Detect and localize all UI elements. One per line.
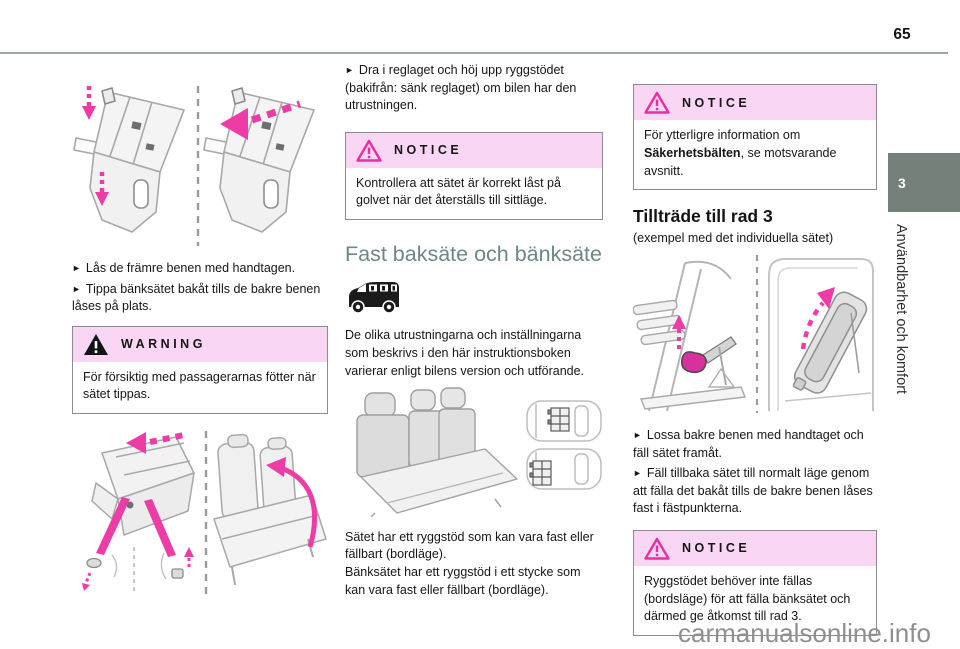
notice-box-header (346, 133, 602, 168)
middle-body (345, 529, 603, 600)
warning-text: För försiktig med passagerarnas fötter när sätet tippas. (83, 369, 316, 402)
chapter-title-vertical: Användbarhet och komfort (893, 224, 909, 395)
step-bullet-icon: ► (633, 468, 642, 479)
notice-triangle-icon (644, 537, 670, 560)
step-text: Lås de främre benen med handtagen. (85, 261, 296, 275)
availability-note: De olika utrustningarna och inställningarna som beskrivs i den här instruktionsboken varierar enligt bilens version och utförande. (345, 328, 585, 378)
step-bullet-icon: ► (72, 283, 81, 294)
instruction-step (72, 260, 328, 278)
notice-text-suffix: , se motsvarande avsnitt. (644, 145, 837, 178)
left-steps (72, 260, 328, 316)
figure-bench-leg-locking (72, 80, 328, 252)
chapter-tab-number: 3 (898, 174, 906, 191)
left-column (72, 60, 328, 599)
notice-box-seatbelts (633, 84, 877, 190)
warning-box-header (73, 327, 327, 362)
step-bullet-icon: ► (633, 430, 642, 441)
step-bullet-icon: ► (345, 65, 354, 75)
section-subtitle: (exempel med det individuella sätet) (633, 231, 834, 246)
right-steps (633, 427, 877, 518)
section-title-row3-access: Tillträde till rad 3 (633, 206, 773, 227)
section-title-fixed-bench: Fast baksäte och bänksäte (345, 242, 602, 266)
notice-box-header (634, 85, 876, 120)
step-text: Fäll tillbaka sätet till normalt läge genom att fälla det bakåt tills de bakre benen låses fast i fästpunkterna. (633, 466, 873, 516)
step-text: Lossa bakre benen med handtaget och fäll sätet framåt. (633, 428, 864, 460)
warning-label: WARNING (121, 337, 206, 351)
notice-text (634, 120, 876, 189)
right-column (633, 60, 877, 636)
notice-label: NOTICE (682, 95, 751, 110)
instruction-step (633, 427, 877, 462)
instruction-step (72, 281, 328, 316)
notice-box-header (634, 531, 876, 566)
notice-text: Kontrollera att sätet är korrekt låst på golvet när det återställs till sittläge. (356, 175, 561, 208)
step-text: Tippa bänksätet bakåt tills de bakre benen låses på plats. (72, 281, 321, 313)
figure-bench-tipping (72, 427, 328, 599)
chapter-tab (888, 153, 960, 212)
warning-box (72, 326, 328, 415)
figure-row3-access (633, 251, 877, 417)
instruction-step (345, 62, 603, 115)
notice-triangle-icon (644, 91, 670, 114)
watermark: carmanualsonline.info (678, 618, 931, 648)
notice-box-middle (345, 132, 603, 221)
figure-bench-versions (345, 387, 603, 517)
step-text: Dra i reglaget och höj upp ryggstödet (bakifrån: sänk reglaget) om bilen har den utrustningen. (345, 63, 577, 112)
body-paragraph: Bänksätet har ett ryggstöd i ett stycke som kan vara fast eller fällbart (bordläge). (345, 565, 581, 597)
warning-triangle-icon (83, 333, 109, 356)
notice-text: Ryggstödet behöver inte fällas (bordsläge) för att fälla bänksätet och därmed ge åtkomst till rad 3. (644, 573, 851, 624)
notice-triangle-icon (356, 139, 382, 162)
instruction-step (633, 465, 877, 518)
body-paragraph: Sätet har ett ryggstöd som kan vara fast eller fällbart (bordläge). (345, 529, 594, 562)
notice-label: NOTICE (682, 541, 751, 556)
middle-column (345, 60, 603, 600)
van-silhouette-icon (345, 279, 403, 315)
notice-text-bold: Säkerhetsbälten (644, 145, 741, 160)
step-bullet-icon: ► (72, 263, 81, 273)
page-number: 65 (893, 26, 911, 43)
notice-label: NOTICE (394, 143, 463, 157)
header-rule (0, 52, 948, 54)
notice-text-prefix: För ytterligre information om (644, 128, 801, 142)
